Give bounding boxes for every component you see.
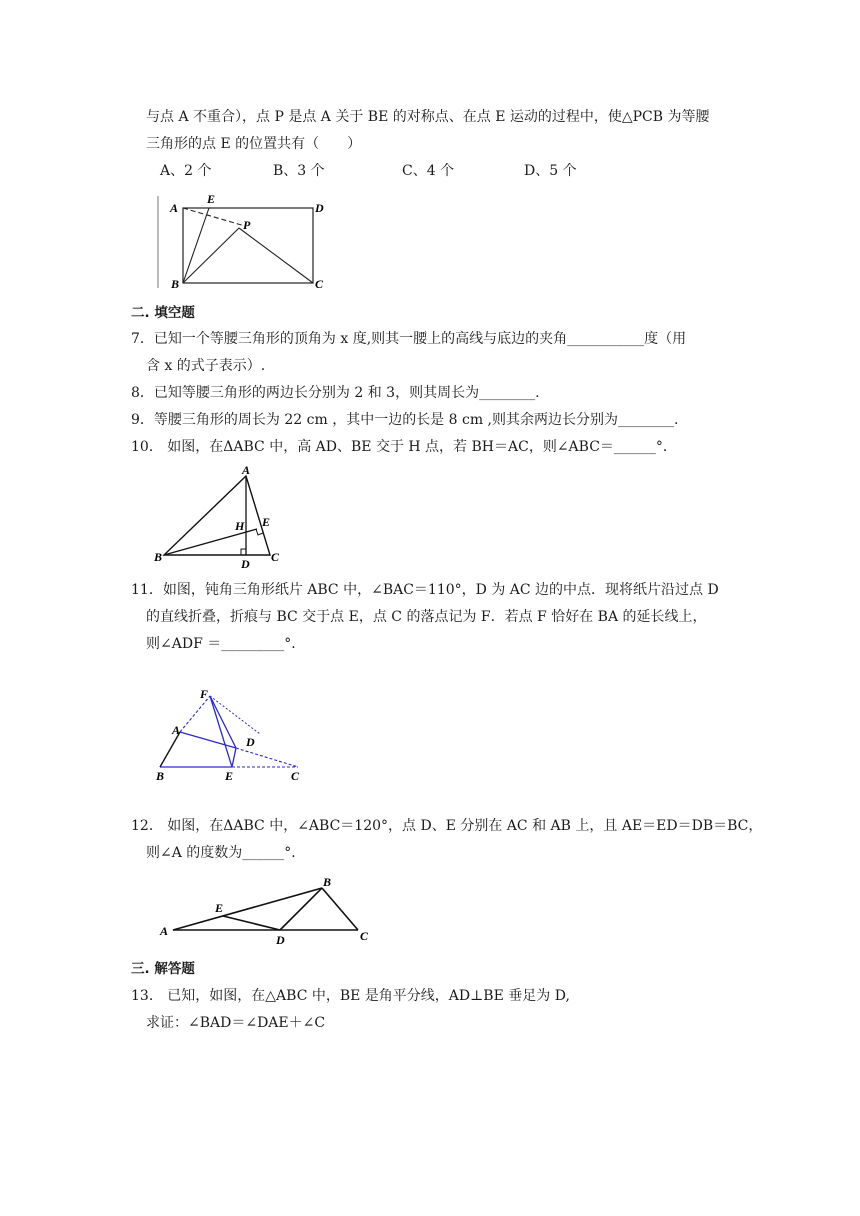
q6-label-p: P — [243, 218, 251, 232]
q11-label-b: B — [156, 769, 165, 783]
q12-line1: 12． 如图，在ΔABC 中，∠ABC＝120°，点 D、E 分别在 AC 和 AB 上，且 AE＝ED＝DB＝BC， — [131, 818, 763, 834]
q11-label-c: C — [291, 769, 300, 783]
q10-label-d: D — [241, 557, 250, 570]
q12-label-a: A — [160, 924, 169, 938]
q11-label-a: A — [172, 723, 181, 737]
q6-line2: 三角形的点 E 的位置共有（ ） — [146, 136, 362, 152]
q7-line2: 含 x 的式子表示）. — [146, 358, 266, 374]
q7-line1: 7．已知一个等腰三角形的顶角为 x 度,则其一腰上的高线与底边的夹角___________度（用 — [131, 331, 687, 347]
q10-label-h: H — [235, 519, 245, 533]
q6-option-d: D、5 个 — [524, 163, 577, 179]
q12-line2: 则∠A 的度数为______°． — [146, 845, 306, 861]
q12-label-e: E — [215, 901, 224, 915]
q12-triangle-figure — [155, 872, 385, 948]
q6-label-e: E — [207, 192, 216, 206]
q12-label-d: D — [276, 933, 285, 947]
q12-label-c: C — [360, 929, 369, 943]
q11-line2: 的直线折叠，折痕与 BC 交于点 E，点 C 的落点记为 F．若点 F 恰好在 BA 的延长线上， — [146, 609, 707, 625]
q11-line1: 11．如图，钝角三角形纸片 ABC 中，∠BAC＝110°，D 为 AC 边的中点．现将纸片沿过点 D — [131, 582, 719, 598]
q10-text: 10． 如图，在ΔABC 中，高 AD、BE 交于 H 点，若 BH＝AC，则∠ABC＝______°． — [131, 439, 677, 455]
q13-line2: 求证：∠BAD＝∠DAE＋∠C — [146, 1015, 326, 1031]
q11-line3: 则∠ADF ＝_________°． — [146, 636, 306, 652]
q12-label-b: B — [323, 875, 332, 889]
q10-triangle-figure — [150, 462, 290, 570]
q10-label-e: E — [262, 515, 271, 529]
q11-fold-figure — [150, 684, 310, 784]
q6-rectangle-figure — [155, 188, 335, 296]
q6-label-a: A — [170, 201, 179, 215]
q11-label-d: D — [246, 735, 255, 749]
section-fill-in-blank-heading: 二. 填空题 — [131, 305, 195, 321]
q11-label-e: E — [225, 769, 234, 783]
q13-line1: 13． 已知，如图，在△ABC 中，BE 是角平分线，AD⊥BE 垂足为 D, — [131, 988, 570, 1004]
q10-label-c: C — [271, 550, 280, 564]
q10-label-b: B — [154, 550, 163, 564]
q6-option-a: A、2 个 — [160, 163, 212, 179]
q6-option-b: B、3 个 — [273, 163, 325, 179]
q9-text: 9．等腰三角形的周长为 22 cm ，其中一边的长是 8 cm ,则其余两边长分别为________. — [131, 412, 679, 428]
q8-text: 8．已知等腰三角形的两边长分别为 2 和 3，则其周长为________. — [131, 385, 540, 401]
q10-label-a: A — [242, 463, 251, 477]
q6-label-d: D — [315, 201, 324, 215]
q6-line1: 与点 A 不重合），点 P 是点 A 关于 BE 的对称点、在点 E 运动的过程中，使△PCB 为等腰 — [146, 109, 710, 125]
q6-option-c: C、4 个 — [402, 163, 455, 179]
q11-label-f: F — [200, 687, 209, 701]
q6-label-c: C — [315, 277, 324, 291]
q6-label-b: B — [171, 277, 180, 291]
section-answer-heading: 三. 解答题 — [131, 961, 195, 977]
